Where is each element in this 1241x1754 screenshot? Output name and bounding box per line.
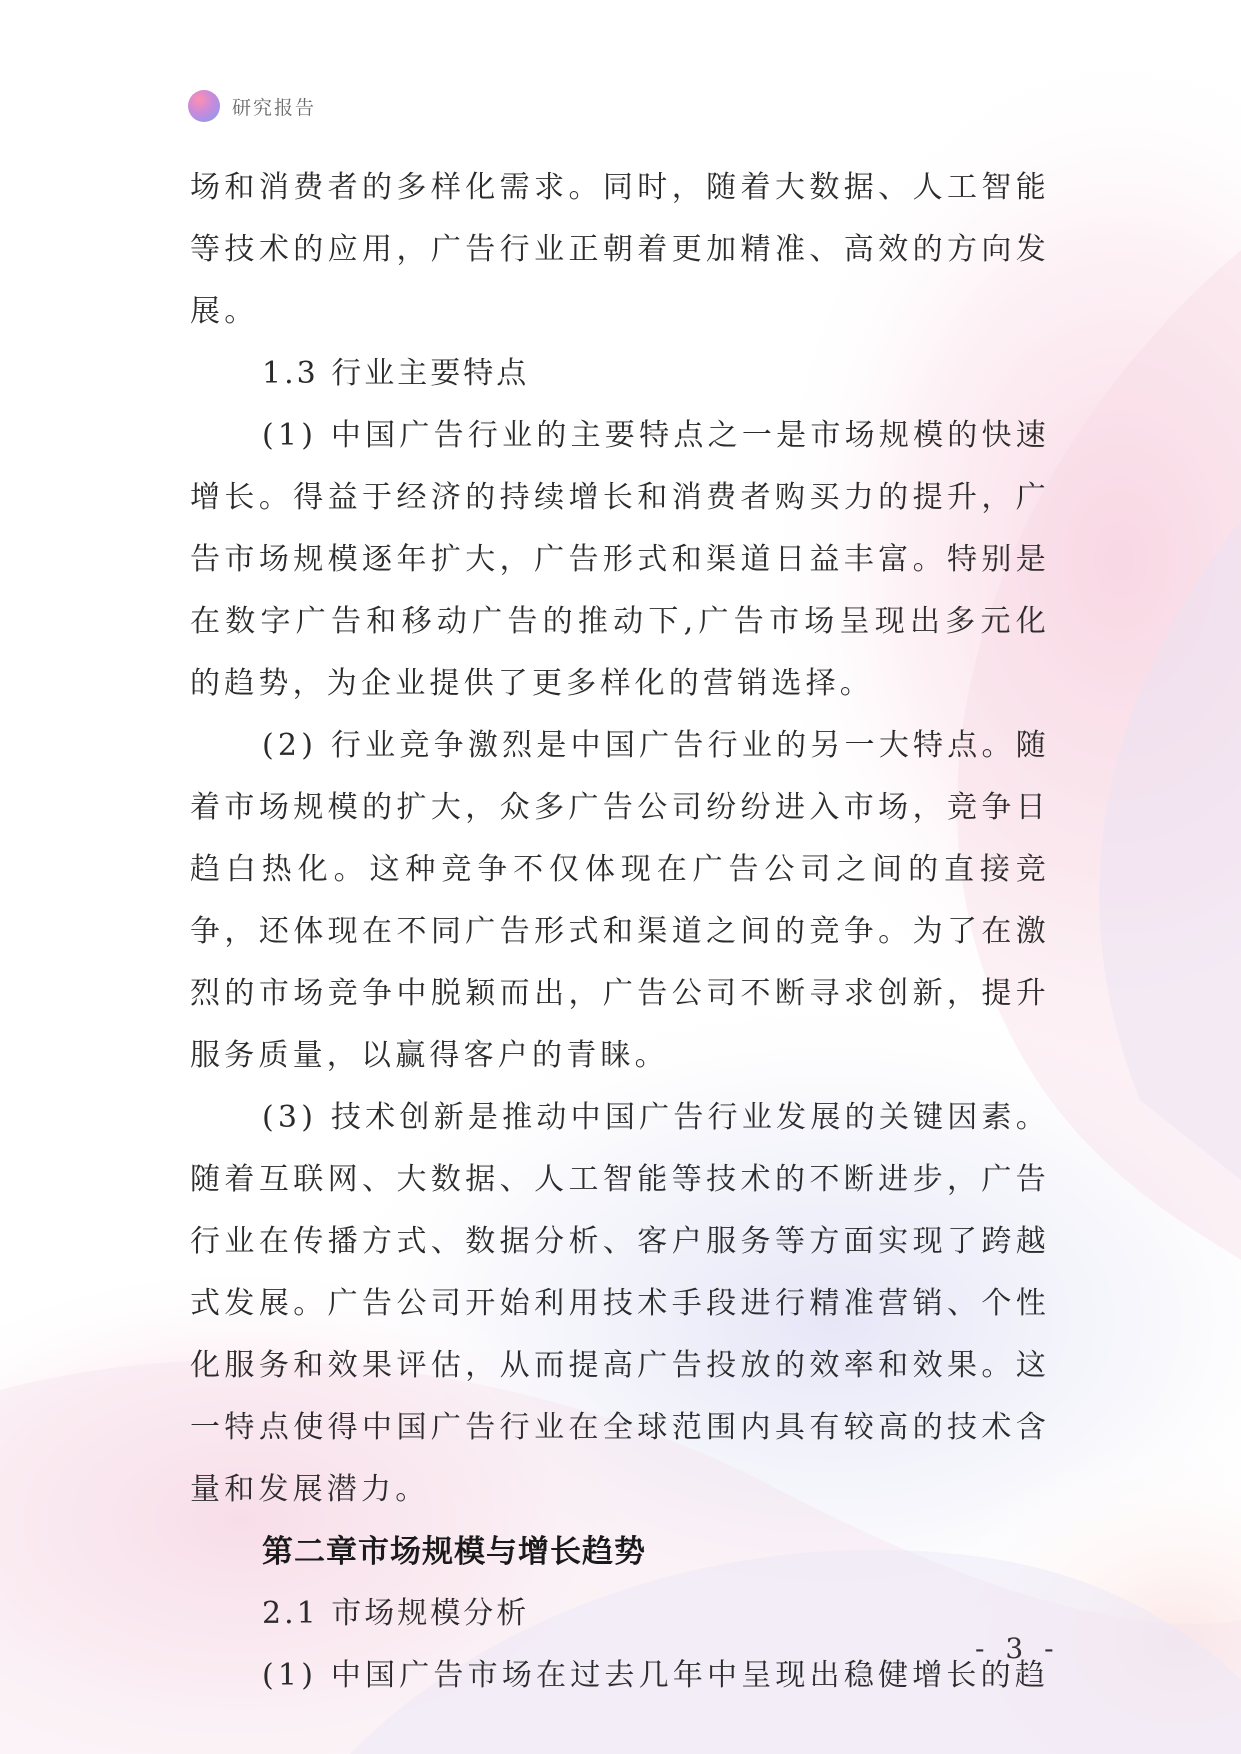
paragraph-2: (2) 行业竞争激烈是中国广告行业的另一大特点。随着市场规模的扩大，众多广告公司纷纷进入市场，竞争日趋白热化。这种竞争不仅体现在广告公司之间的直接竞争，还体现在不同广告形式和渠道之间的竞争。为了在激烈的市场竞争中脱颖而出，广告公司不断寻求创新，提升服务质量，以赢得客户的青睐。 [190, 728, 1050, 1073]
gradient-circle-logo-icon [188, 90, 220, 122]
header-label: 研究报告 [232, 96, 317, 119]
section-heading-1-3: 1.3 行业主要特点 [262, 356, 530, 391]
paragraph-4: (1) 中国广告市场在过去几年中呈现出稳健增长的趋 [262, 1658, 1050, 1693]
paragraph-intro: 场和消费者的多样化需求。同时，随着大数据、人工智能等技术的应用，广告行业正朝着更加精准、高效的方向发展。 [190, 170, 1050, 329]
report-header [188, 90, 316, 122]
section-heading-2-1: 2.1 市场规模分析 [262, 1596, 530, 1631]
chapter-heading-2: 第二章市场规模与增长趋势 [262, 1534, 646, 1570]
document-body [190, 157, 1050, 1707]
page-number: - 3 - [975, 1632, 1060, 1665]
paragraph-1: (1) 中国广告行业的主要特点之一是市场规模的快速增长。得益于经济的持续增长和消费者购买力的提升，广告市场规模逐年扩大，广告形式和渠道日益丰富。特别是在数字广告和移动广告的推动下,广告市场呈现出多元化的趋势，为企业提供了更多样化的营销选择。 [190, 418, 1050, 701]
paragraph-3: (3) 技术创新是推动中国广告行业发展的关键因素。随着互联网、大数据、人工智能等技术的不断进步，广告行业在传播方式、数据分析、客户服务等方面实现了跨越式发展。广告公司开始利用技术手段进行精准营销、个性化服务和效果评估，从而提高广告投放的效率和效果。这一特点使得中国广告行业在全球范围内具有较高的技术含量和发展潜力。 [190, 1100, 1050, 1507]
